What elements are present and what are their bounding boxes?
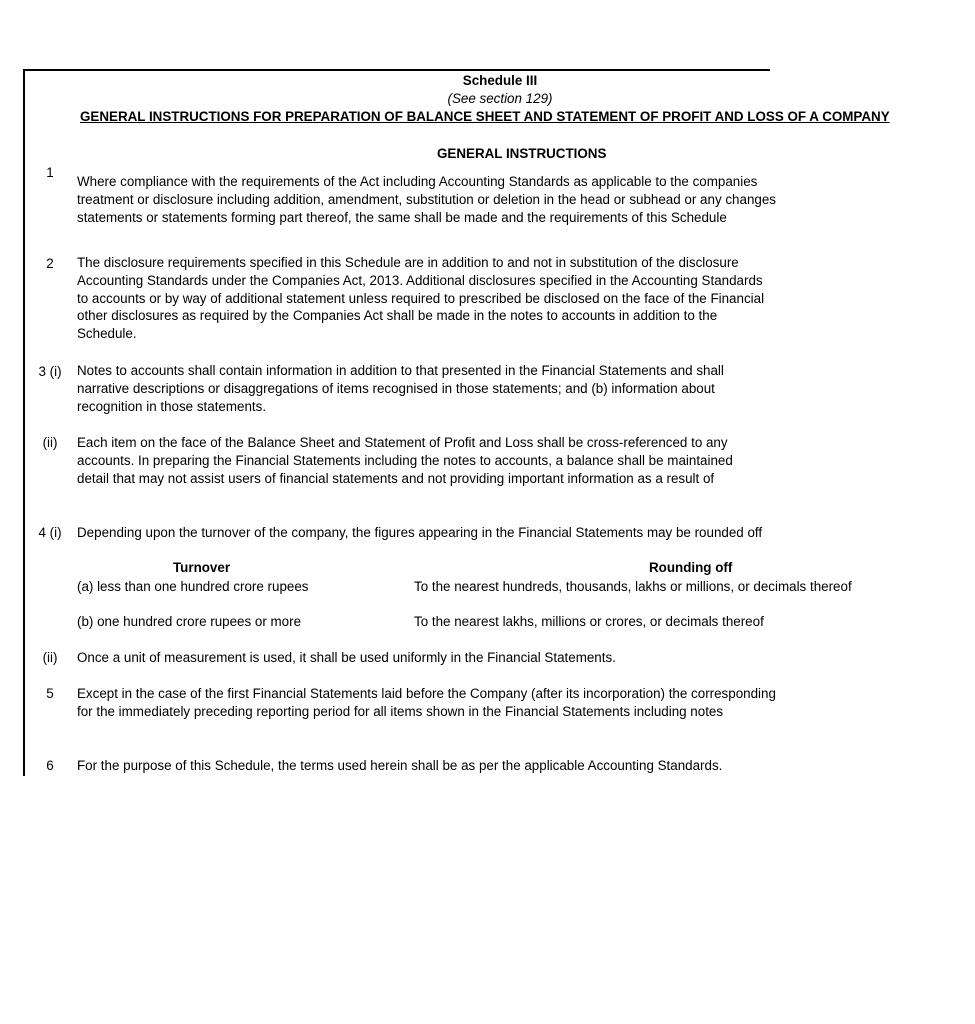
item-line: treatment or disclosure including addition, amendment, substitution or deletion in the head or subhead or any changes	[77, 191, 776, 207]
item-line: for the immediately preceding reporting period for all items shown in the Financial Statements including notes	[77, 703, 724, 719]
item-text-4i	[77, 524, 762, 542]
item-text-1	[77, 173, 776, 226]
rounding-off-header: Rounding off	[649, 560, 733, 575]
item-text-3i	[77, 362, 724, 415]
item-line: recognition in those statements.	[77, 398, 267, 414]
item-number: 6	[46, 758, 54, 773]
turnover-row-a: (a) less than one hundred crore rupees	[77, 579, 309, 594]
item-line: detail that may not assist users of financial statements and not providing important information as a result of	[77, 470, 715, 486]
item-line: other disclosures as required by the Companies Act shall be made in the notes to accounts in addition to the	[77, 308, 718, 324]
item-number: 2	[46, 256, 54, 271]
turnover-header: Turnover	[173, 560, 231, 575]
item-text-6	[77, 757, 722, 775]
item-line: Notes to accounts shall contain information in addition to that presented in the Financial Statements and shall	[77, 363, 724, 378]
schedule-sheet	[23, 69, 890, 776]
section-title: GENERAL INSTRUCTIONS	[437, 146, 607, 161]
item-number: (ii)	[42, 435, 58, 450]
item-number: 1	[46, 165, 54, 180]
item-line: The disclosure requirements specified in this Schedule are in addition to and not in substitution of the disclosure	[77, 255, 739, 270]
item-line: Depending upon the turnover of the company, the figures appearing in the Financial Statements may be rounded off	[77, 525, 763, 540]
item-text-3ii	[77, 434, 733, 487]
item-line: statements or statements forming part thereof, the same shall be made and the requirements of this Schedule	[77, 209, 727, 225]
item-line: Once a unit of measurement is used, it shall be used uniformly in the Financial Statements.	[77, 650, 616, 665]
schedule-heading: GENERAL INSTRUCTIONS FOR PREPARATION OF BALANCE SHEET AND STATEMENT OF PROFIT AND LOSS OF A COMPANY	[80, 109, 890, 124]
rounding-row-a: To the nearest hundreds, thousands, lakhs or millions, or decimals thereof	[414, 579, 852, 594]
item-number: (ii)	[42, 650, 58, 665]
schedule-subtitle: (See section 129)	[447, 91, 553, 106]
item-line: Except in the case of the first Financial Statements laid before the Company (after its incorporation) the corresponding	[77, 686, 776, 701]
rounding-row-b: To the nearest lakhs, millions or crores, or decimals thereof	[414, 614, 764, 629]
item-number: 4 (i)	[38, 525, 62, 540]
item-number: 5	[46, 686, 54, 701]
item-line: narrative descriptions or disaggregations of items recognised in those statements; and (b) information about	[77, 380, 715, 396]
item-text-2	[77, 254, 764, 343]
item-line: accounts. In preparing the Financial Statements including the notes to accounts, a balance shall be maintained	[77, 452, 733, 468]
item-line: to accounts or by way of additional statement unless required to prescribed be disclosed on the face of the Financial	[77, 290, 765, 306]
item-number: 3 (i)	[38, 364, 62, 379]
item-line: For the purpose of this Schedule, the terms used herein shall be as per the applicable Accounting Standards.	[77, 758, 723, 773]
item-line: Accounting Standards under the Companies Act, 2013. Additional disclosures specified in the Accounting Standards	[77, 272, 763, 288]
turnover-row-b: (b) one hundred crore rupees or more	[77, 614, 302, 629]
schedule-title: Schedule III	[462, 73, 538, 88]
item-line: Where compliance with the requirements of the Act including Accounting Standards as applicable to the companies	[77, 174, 758, 189]
item-text-5	[77, 685, 776, 721]
item-line: Each item on the face of the Balance Sheet and Statement of Profit and Loss shall be cross-referenced to any	[77, 435, 728, 450]
item-line: Schedule.	[77, 326, 137, 342]
item-text-4ii	[77, 649, 616, 667]
